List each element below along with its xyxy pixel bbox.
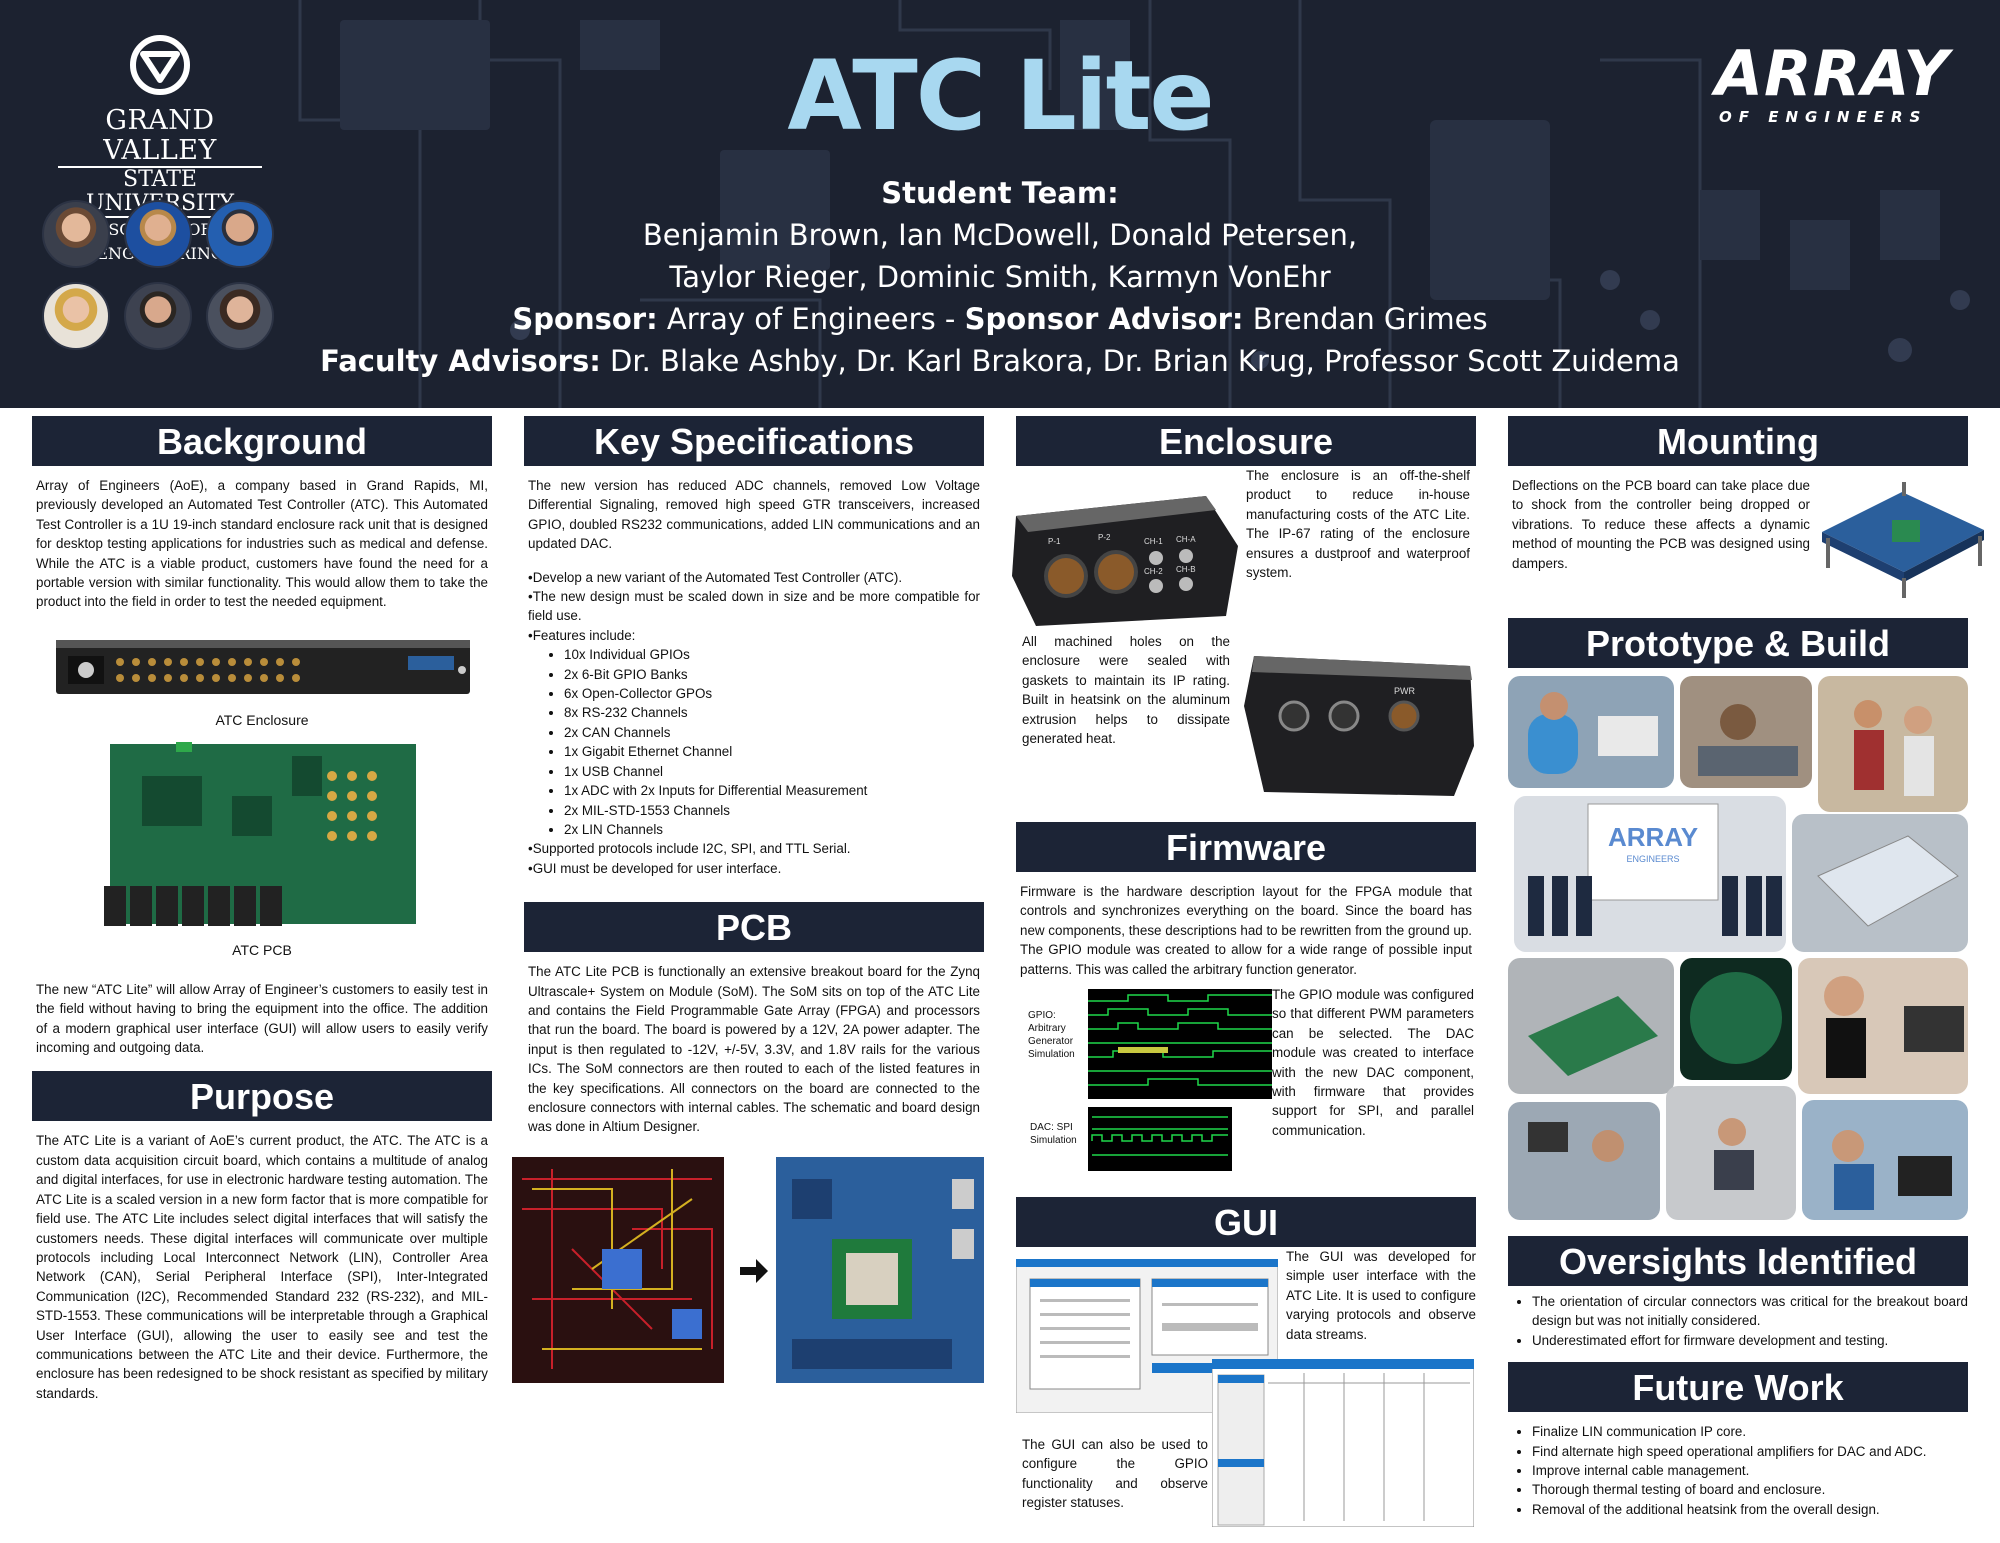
list-item: • Underestimated effort for firmware development and testing.	[1532, 1331, 1968, 1350]
enclosure-label-ch2: CH-2	[1144, 567, 1163, 576]
gpio-label-line: Arbitrary	[1028, 1023, 1066, 1035]
purpose-heading: Purpose	[32, 1071, 492, 1121]
dac-sim-label	[1030, 1121, 1077, 1147]
poster-title: ATC Lite	[787, 40, 1213, 152]
atc-enclosure-caption: ATC Enclosure	[215, 711, 309, 728]
enclosure-content	[1016, 466, 1476, 762]
list-item: • The orientation of circular connectors was critical for the breakout board design but was not initially considered.	[1532, 1292, 1968, 1331]
future-work-heading: Future Work	[1508, 1362, 1968, 1412]
enclosure-label-cha: CH-A	[1176, 535, 1196, 544]
team-line-2: Taylor Rieger, Dominic Smith, Karmyn VonEhr	[669, 260, 1331, 294]
firmware-heading: Firmware	[1016, 822, 1476, 872]
gui-heading: GUI	[1016, 1197, 1476, 1247]
column-1	[32, 416, 492, 1417]
background-heading: Background	[32, 416, 492, 466]
list-item: • Thorough thermal testing of board and enclosure.	[1532, 1480, 1968, 1499]
dac-waveform-image	[1088, 1107, 1232, 1171]
firmware-simulations	[1016, 985, 1476, 1181]
gpio-waveform-image	[1088, 989, 1272, 1099]
list-item: • 10x Individual GPIOs	[564, 645, 980, 664]
gpio-sim-label	[1028, 1009, 1075, 1061]
dac-label-line: DAC: SPI	[1030, 1122, 1073, 1134]
specs-bullet-5: •GUI must be developed for user interface.	[528, 860, 782, 876]
specs-text	[528, 476, 980, 878]
avatar	[124, 200, 192, 268]
list-item: • 6x Open-Collector GPOs	[564, 684, 980, 703]
list-item: • 1x USB Channel	[564, 762, 980, 781]
specs-bullet-2: •The new design must be scaled down in size and be more compatible for field use.	[528, 589, 980, 624]
purpose-text	[36, 1131, 488, 1403]
avatar	[206, 200, 274, 268]
background-paragraph-1: Array of Engineers (AoE), a company based in Grand Rapids, MI, previously developed an Automated Test Controller (ATC). This Automated Test Controller is a 1U 19-inch standard enclosure rack unit that is designed for desktop testing applications for industries such as medical and defense. While the ATC is a viable product, customers have found the need for a portable version with similar functionality. This would allow them to take the product into the field in order to test the needed equipment.	[36, 478, 488, 610]
future-work-list	[1508, 1422, 1968, 1519]
array-logo-sub: OF ENGINEERS	[1719, 108, 1928, 126]
avatar	[42, 282, 110, 350]
team-line-1: Benjamin Brown, Ian McDowell, Donald Petersen,	[642, 218, 1358, 252]
gpio-label-line: Generator	[1028, 1036, 1074, 1048]
background-text	[36, 476, 488, 612]
enclosure-label-p1: P-1	[1048, 537, 1061, 546]
atc-enclosure-image	[32, 626, 492, 706]
pcb-text	[528, 962, 980, 1137]
enclosure-label-chb: CH-B	[1176, 565, 1196, 574]
enclosure-heading: Enclosure	[1016, 416, 1476, 466]
gpio-label-line: GPIO:	[1028, 1010, 1056, 1022]
list-item: • 2x MIL-STD-1553 Channels	[564, 801, 980, 820]
list-item: • 2x LIN Channels	[564, 820, 980, 839]
column-4	[1508, 416, 1968, 1519]
atc-pcb-image	[32, 736, 492, 936]
firmware-text	[1020, 882, 1472, 979]
enclosure-label-ch1: CH-1	[1144, 537, 1163, 546]
list-item: • Find alternate high speed operational amplifiers for DAC and ADC.	[1532, 1442, 1968, 1461]
list-item: • Improve internal cable management.	[1532, 1461, 1968, 1480]
mounting-paragraph: Deflections on the PCB board can take place due to shock from the controller being dropped or vibrations. To reduce these affects a dynamic method of mounting the PCB was designed using dampers.	[1512, 478, 1810, 571]
column-2	[524, 416, 984, 1389]
gui-screenshot-2	[1212, 1359, 1474, 1527]
sponsor-name: Array of Engineers -	[657, 302, 965, 336]
prototype-screen-word: ARRAY	[1607, 822, 1699, 852]
pcb-layout-images	[512, 1149, 992, 1389]
enclosure-label-pwr: PWR	[1394, 686, 1415, 696]
oversights-heading: Oversights Identified	[1508, 1236, 1968, 1286]
gvsu-line-2: STATE	[58, 166, 262, 218]
background-paragraph-2: The new “ATC Lite” will allow Array of Engineer’s customers to easily test in the field without having to bring the equipment into the office. The addition of a modern graphical user interface (GUI) will allow users to easily verify incoming and outgoing data.	[36, 981, 488, 1056]
specs-bullet-1: •Develop a new variant of the Automated Test Controller (ATC).	[528, 569, 903, 585]
firmware-text-2	[1272, 985, 1474, 1154]
features-list	[528, 645, 980, 839]
sponsor-label: Sponsor:	[512, 302, 658, 336]
specs-bullet-4: •Supported protocols include I2C, SPI, and TTL Serial.	[528, 841, 851, 857]
oversights-list	[1508, 1292, 1968, 1350]
prototype-screen-sub: ENGINEERS	[1626, 854, 1680, 864]
enclosure-paragraph-1: The enclosure is an off-the-shelf product to reduce in-house manufacturing costs of the ATC Lite. The IP-67 rating of the enclosure ensures a dustproof and waterproof system.	[1246, 468, 1470, 581]
faculty-line	[300, 340, 1700, 382]
enclosure-text-2	[1022, 632, 1230, 762]
poster-header	[0, 0, 2000, 408]
gui-paragraph-1: The GUI was developed for simple user interface with the ATC Lite. It is used to configure varying protocols and observe data streams.	[1286, 1249, 1476, 1342]
gvsu-line-3: OF	[187, 220, 212, 239]
mounting-heading: Mounting	[1508, 416, 1968, 466]
prototype-photo-collage	[1508, 676, 1968, 1226]
mounting-text	[1512, 476, 1810, 587]
enclosure-label-p2: P-2	[1098, 533, 1111, 542]
gui-paragraph-2: The GUI can also be used to configure the GPIO functionality and observe register statuses.	[1022, 1437, 1208, 1511]
firmware-paragraph-1: Firmware is the hardware description layout for the FPGA module that controls and synchronizes everything on the board. Since the board has new components, these descriptions had to be rewritten from the ground up. The GPIO module was created to allow for a wide range of possible input patterns. This was called the arbitrary function generator.	[1020, 884, 1472, 977]
sponsor-advisor-name: Brendan Grimes	[1243, 302, 1488, 336]
array-logo-word: ARRAY	[1715, 37, 1950, 110]
faculty-names: Dr. Blake Ashby, Dr. Karl Brakora, Dr. Brian Krug, Professor Scott Zuidema	[600, 344, 1680, 378]
gpio-label-line: Simulation	[1028, 1049, 1075, 1061]
pcb-heading: PCB	[524, 902, 984, 952]
avatar	[42, 200, 110, 268]
gvsu-line-1: GRAND VALLEY	[103, 105, 217, 166]
mounting-content	[1508, 466, 1968, 604]
enclosure-image-rear	[1234, 646, 1484, 806]
purpose-paragraph: The ATC Lite is a variant of AoE’s current product, the ATC. The ATC is a custom data acquisition circuit board, which contains a multitude of analog and digital interfaces, for use in electronic hardware testing automation. The ATC Lite is a scaled version in a new form factor that is more compatible for field use. The ATC Lite includes select digital interfaces that will satisfy the customers needs. These digital interfaces will communicate over multiple protocols including Local Interconnect Network (LIN), Controller Area Network (CAN), Serial Peripheral Interface (SPI), Inter-Integrated Communication (I2C), Recommended Standard 232 (RS-232), and MIL-STD-1553. These communications will be interpretable through a Graphical User Interface (GUI), allowing the user to easily see and test the communications between the ATC Lite and their device. Furthermore, the enclosure has been redesigned to be shock resistant as specified by military standards.	[36, 1133, 488, 1401]
list-item: • 2x 6-Bit GPIO Banks	[564, 665, 980, 684]
list-item: • 1x ADC with 2x Inputs for Differential Measurement	[564, 781, 980, 800]
student-team-label: Student Team:	[881, 176, 1119, 210]
avatar	[124, 282, 192, 350]
prototype-heading: Prototype & Build	[1508, 618, 1968, 668]
enclosure-paragraph-2: All machined holes on the enclosure were sealed with gaskets to maintain its IP rating. Built in heatsink on the aluminum extrusion helps to dissipate generated heat.	[1022, 634, 1230, 747]
dac-label-line: Simulation	[1030, 1135, 1077, 1147]
specs-bullet-3: •Features include:	[528, 627, 636, 643]
gui-text-1	[1286, 1247, 1476, 1358]
list-item: • 8x RS-232 Channels	[564, 703, 980, 722]
background-text-2	[36, 980, 488, 1058]
specs-intro: The new version has reduced ADC channels, removed Low Voltage Differential Signaling, removed high speed GTR transceivers, increased GPIO, doubled RS232 communications, added LIN communications and an updated DAC.	[528, 478, 980, 552]
list-item: • Removal of the additional heatsink from the overall design.	[1532, 1500, 1968, 1519]
specs-heading: Key Specifications	[524, 416, 984, 466]
gui-content	[1016, 1247, 1476, 1543]
sponsor-advisor-label: Sponsor Advisor:	[964, 302, 1244, 336]
avatar	[206, 282, 274, 350]
pcb-paragraph: The ATC Lite PCB is functionally an extensive breakout board for the Zynq Ultrascale+ System on Module (SoM). The SoM sits on top of the ATC Lite and contains the Field Programmable Gate Array (FPGA) and processors that run the board. The board is powered by a 12V, 2A power adapter. The input is then regulated to -12V, +/-5V, 3.3V, and 1.8V rails for the various ICs. The SoM connectors are then routed to each of the listed features in the key specifications. All connectors on the board are connected to the enclosure connectors with internal cables. The schematic and board design was done in Altium Designer.	[528, 964, 980, 1135]
team-info	[300, 172, 1700, 382]
column-3	[1016, 416, 1476, 1543]
gui-text-2	[1022, 1435, 1208, 1527]
array-logo	[1715, 37, 1965, 126]
list-item: • 2x CAN Channels	[564, 723, 980, 742]
faculty-label: Faculty Advisors:	[320, 344, 601, 378]
enclosure-image-front	[1006, 476, 1246, 626]
list-item: • Finalize LIN communication IP core.	[1532, 1422, 1968, 1441]
mounting-cad-image	[1812, 472, 1990, 602]
list-item: • 1x Gigabit Ethernet Channel	[564, 742, 980, 761]
firmware-paragraph-2: The GPIO module was configured so that different PWM parameters can be selected. The DAC module was created to interface with the new DAC component, with firmware that provides support for SPI, and parallel communication.	[1272, 987, 1474, 1138]
enclosure-text-1	[1246, 466, 1470, 596]
sponsor-line	[300, 298, 1700, 340]
atc-pcb-caption: ATC PCB	[232, 941, 292, 958]
